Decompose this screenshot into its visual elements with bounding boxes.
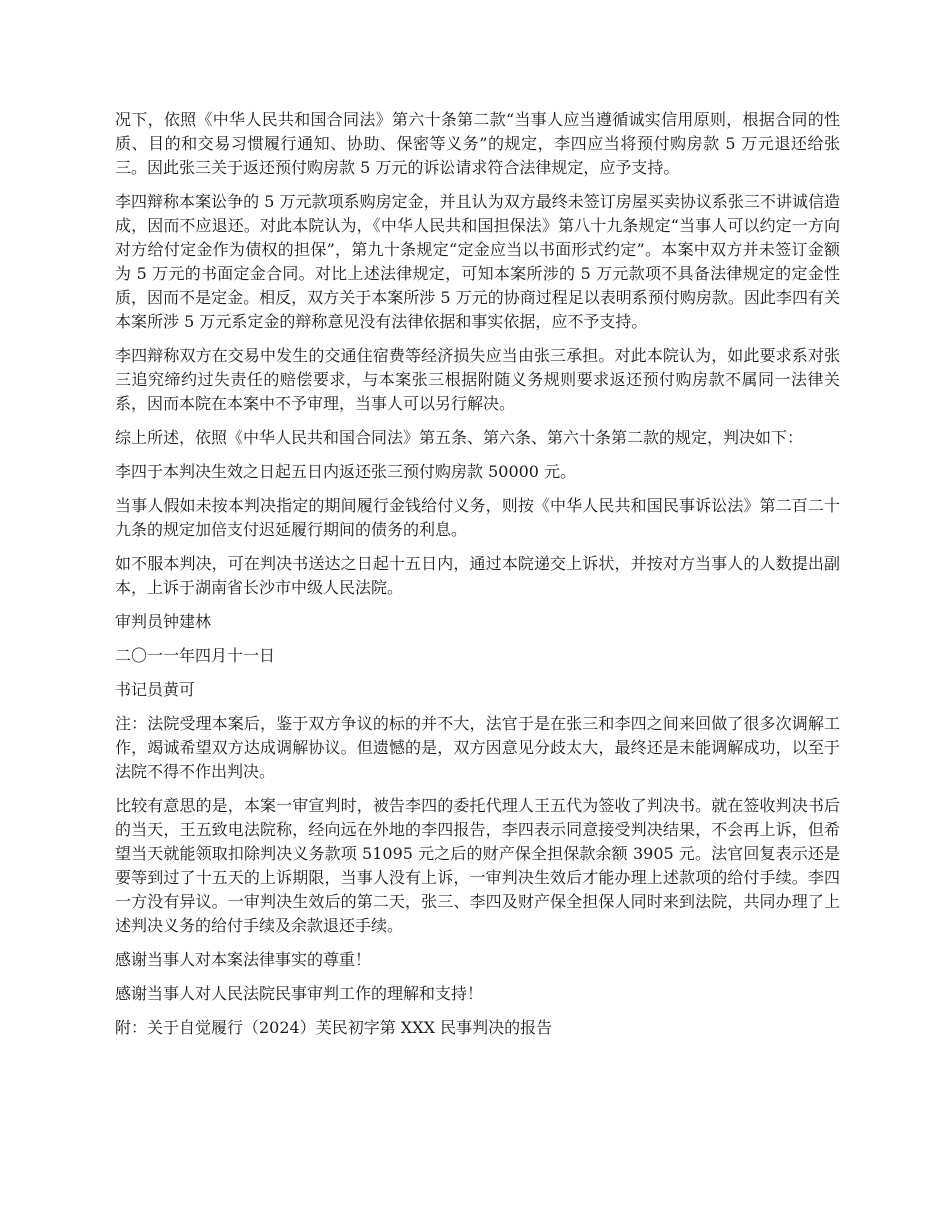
clerk-signature: 书记员黄可 — [115, 680, 196, 699]
paragraph-deposit-defense: 李四辩称本案讼争的 5 万元款项系购房定金，并且认为双方最终未签订房屋买卖协议系张三不讲诚信造成，因而不应退还。对此本院认为，《中华人民共和国担保法》第八十九条规定“当事人可以约定一方向对方给付定金作为债权的担保”，第九十条规定“定金应当以书面形式约定”。本案中双方并未签订金额为 5 万元的书面定金合同。对比上述法律规定，可知本案所涉的 5 万元款项不具备法律规定的定金性质，因而不是定金。相反，双方关于本案所涉 5 万元的协商过程足以表明系预付购房款。因此李四有关本案所涉 5 万元系定金的辩称意见没有法律依据和事实依据，应不予支持。 — [115, 192, 840, 331]
paragraph-conclusion: 综上所述，依照《中华人民共和国合同法》第五条、第六条、第六十条第二款的规定，判决如下： — [115, 428, 804, 447]
paragraph-losses-defense: 李四辩称双方在交易中发生的交通住宿费等经济损失应当由张三承担。对此本院认为，如此要求系对张三追究缔约过失责任的赔偿要求，与本案张三根据附随义务规则要求返还预付购房款不属同一法律关系，因而本院在本案中不予审理，当事人可以另行解决。 — [115, 346, 840, 413]
judgment-date: 二〇一一年四月十一日 — [115, 646, 276, 665]
judge-signature: 审判员钟建林 — [115, 612, 212, 631]
paragraph-appeal-notice: 如不服本判决，可在判决书送达之日起十五日内，通过本院递交上诉状，并按对方当事人的人数提出副本，上诉于湖南省长沙市中级人民法院。 — [115, 554, 840, 597]
paragraph-judgment: 李四于本判决生效之日起五日内返还张三预付购房款 50000 元。 — [115, 462, 577, 481]
paragraph-note-mediation: 注：法院受理本案后，鉴于双方争议的标的并不大，法官于是在张三和李四之间来回做了很多次调解工作，竭诚希望双方达成调解协议。但遗憾的是，双方因意见分歧太大，最终还是未能调解成功，以至于法院不得不作出判决。 — [115, 714, 840, 781]
paragraph-late-interest: 当事人假如未按本判决指定的期间履行金钱给付义务，则按《中华人民共和国民事诉讼法》第二百二十九条的规定加倍支付迟延履行期间的债务的利息。 — [115, 496, 840, 539]
paragraph-thanks-support: 感谢当事人对人民法院民事审判工作的理解和支持！ — [115, 984, 484, 1003]
paragraph-thanks-respect: 感谢当事人对本案法律事实的尊重！ — [115, 950, 372, 969]
paragraph-ruling-refund-basis: 况下，依照《中华人民共和国合同法》第六十条第二款“当事人应当遵循诚实信用原则，根据合同的性质、目的和交易习惯履行通知、协助、保密等义务”的规定，李四应当将预付购房款 5 万元退还给张三。因此张三关于返还预付购房款 5 万元的诉讼请求符合法律规定，应予支持。 — [115, 110, 840, 177]
document-body — [115, 108, 840, 1050]
paragraph-note-execution: 比较有意思的是，本案一审宣判时，被告李四的委托代理人王五代为签收了判决书。就在签收判决书后的当天，王五致电法院称，经向远在外地的李四报告，李四表示同意接受判决结果，不会再上诉，但希望当天就能领取扣除判决义务款项 51095 元之后的财产保全担保款余额 3905 元。法官回复表示还是要等到过了十五天的上诉期限，当事人没有上诉，一审判决生效后才能办理上述款项的给付手续。李四一方没有异议。一审判决生效后的第二天，张三、李四及财产保全担保人同时来到法院，共同办理了上述判决义务的给付手续及余款退还手续。 — [115, 796, 840, 935]
paragraph-attachment: 附：关于自觉履行（2024）芙民初字第 XXX 民事判决的报告 — [115, 1018, 553, 1037]
